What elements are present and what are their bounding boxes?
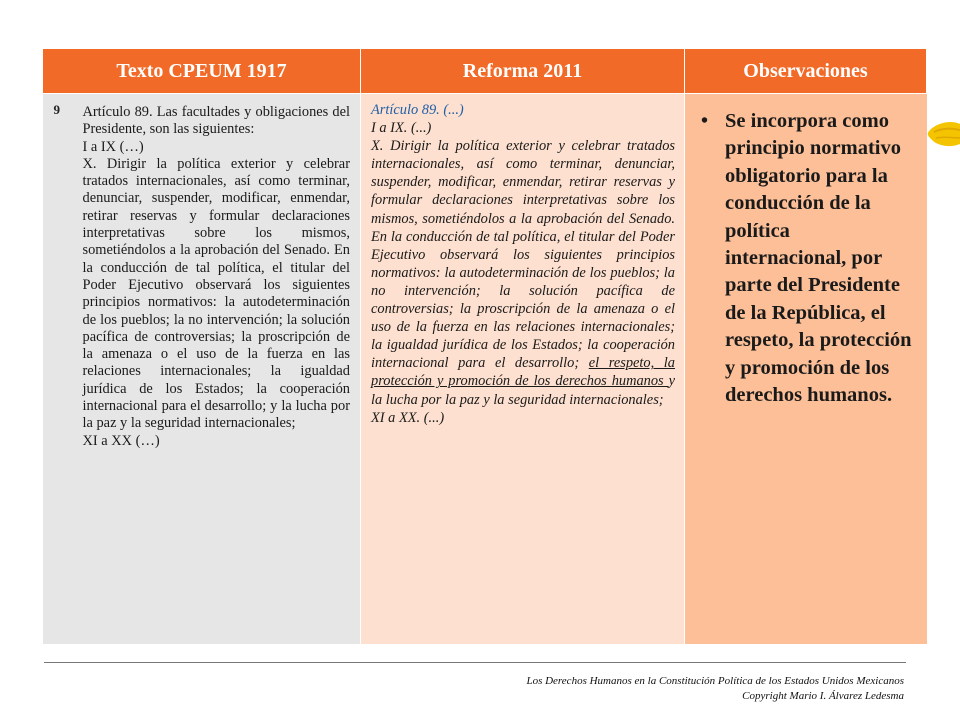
comparison-table: [42, 48, 927, 644]
header-reforma-2011: Reforma 2011: [361, 49, 685, 94]
header-observaciones: Observaciones: [685, 49, 927, 94]
footer-divider: [44, 662, 906, 663]
observation-text: Se incorpora como principio normativo obligatorio para la conducción de la política internacional, por parte del Presidente de la República, el respeto, la protección y promoción de los derechos humanos.: [725, 110, 912, 407]
header-texto-cpeum-1917: Texto CPEUM 1917: [43, 49, 361, 94]
yellow-brush-decoration: [924, 118, 960, 150]
reform-text-cell: [361, 94, 685, 645]
original-paragraph: Artículo 89. Las facultades y obligaciones del Presidente, son las siguientes:: [82, 104, 350, 138]
table-header-row: [43, 49, 927, 94]
observation-item: [699, 108, 915, 409]
observations-cell: [685, 94, 927, 645]
reform-text-before: X. Dirigir la política exterior y celebrar tratados internacionales, así como terminar, denunciar, suspender, modificar, enmendar, retirar reservas y formular declaraciones interpretativas sobre los mismos, sometiéndolos a la aprobación del Senado. En la conducción de tal política, el titular del Poder Ejecutivo observará los siguientes principios normativos: la autodeterminación de los pueblos; la no intervención; la solución pacífica de controversias; la proscripción de la amenaza o el uso de la fuerza en las relaciones internacionales; la igualdad jurídica de los Estados; la cooperación internacional para el desarrollo;: [371, 138, 675, 372]
original-text-cell: [43, 94, 361, 645]
original-paragraph: I a IX (…): [82, 138, 144, 155]
reform-paragraph: I a IX. (...): [371, 120, 432, 137]
original-paragraph: X. Dirigir la política exterior y celebrar tratados internacionales, así como terminar, denunciar, suspender, modificar, enmendar, retirar reservas y formular declaraciones interpretativas sobre los mismos, sometiéndolos a la aprobación del Senado. En la conducción de tal política, el titular del Poder Ejecutivo observará los siguientes principios normativos: la autodeterminación de los pueblos; la no intervención; la solución pacífica de controversias; la proscripción de la amenaza o el uso de la fuerza en las relaciones internacionales; la igualdad jurídica de los Estados; la cooperación internacional para el desarrollo; y la lucha por la paz y la seguridad internacionales;: [82, 155, 350, 432]
observations-list: [699, 108, 915, 409]
table-row: [43, 94, 927, 645]
bullet-icon: •: [701, 110, 709, 132]
reform-text-after: y la lucha por la paz y la seguridad internacionales;: [371, 373, 675, 408]
footer-copyright: Copyright Mario I. Álvarez Ledesma: [742, 690, 904, 702]
footer: [526, 674, 904, 704]
row-number: 9: [53, 102, 60, 117]
reform-paragraph: XI a XX. (...): [371, 409, 445, 426]
footer-title: Los Derechos Humanos en la Constitución Política de los Estados Unidos Mexicanos: [526, 675, 904, 687]
original-paragraph: XI a XX (…): [82, 432, 160, 449]
reform-underlined-text: el respeto, la protección y promoción de los derechos humanos: [371, 355, 676, 390]
reform-paragraph-x: [371, 137, 675, 408]
reform-text: [371, 101, 675, 427]
reform-article-title: Artículo 89. (...): [371, 102, 464, 118]
original-text: [83, 104, 351, 450]
